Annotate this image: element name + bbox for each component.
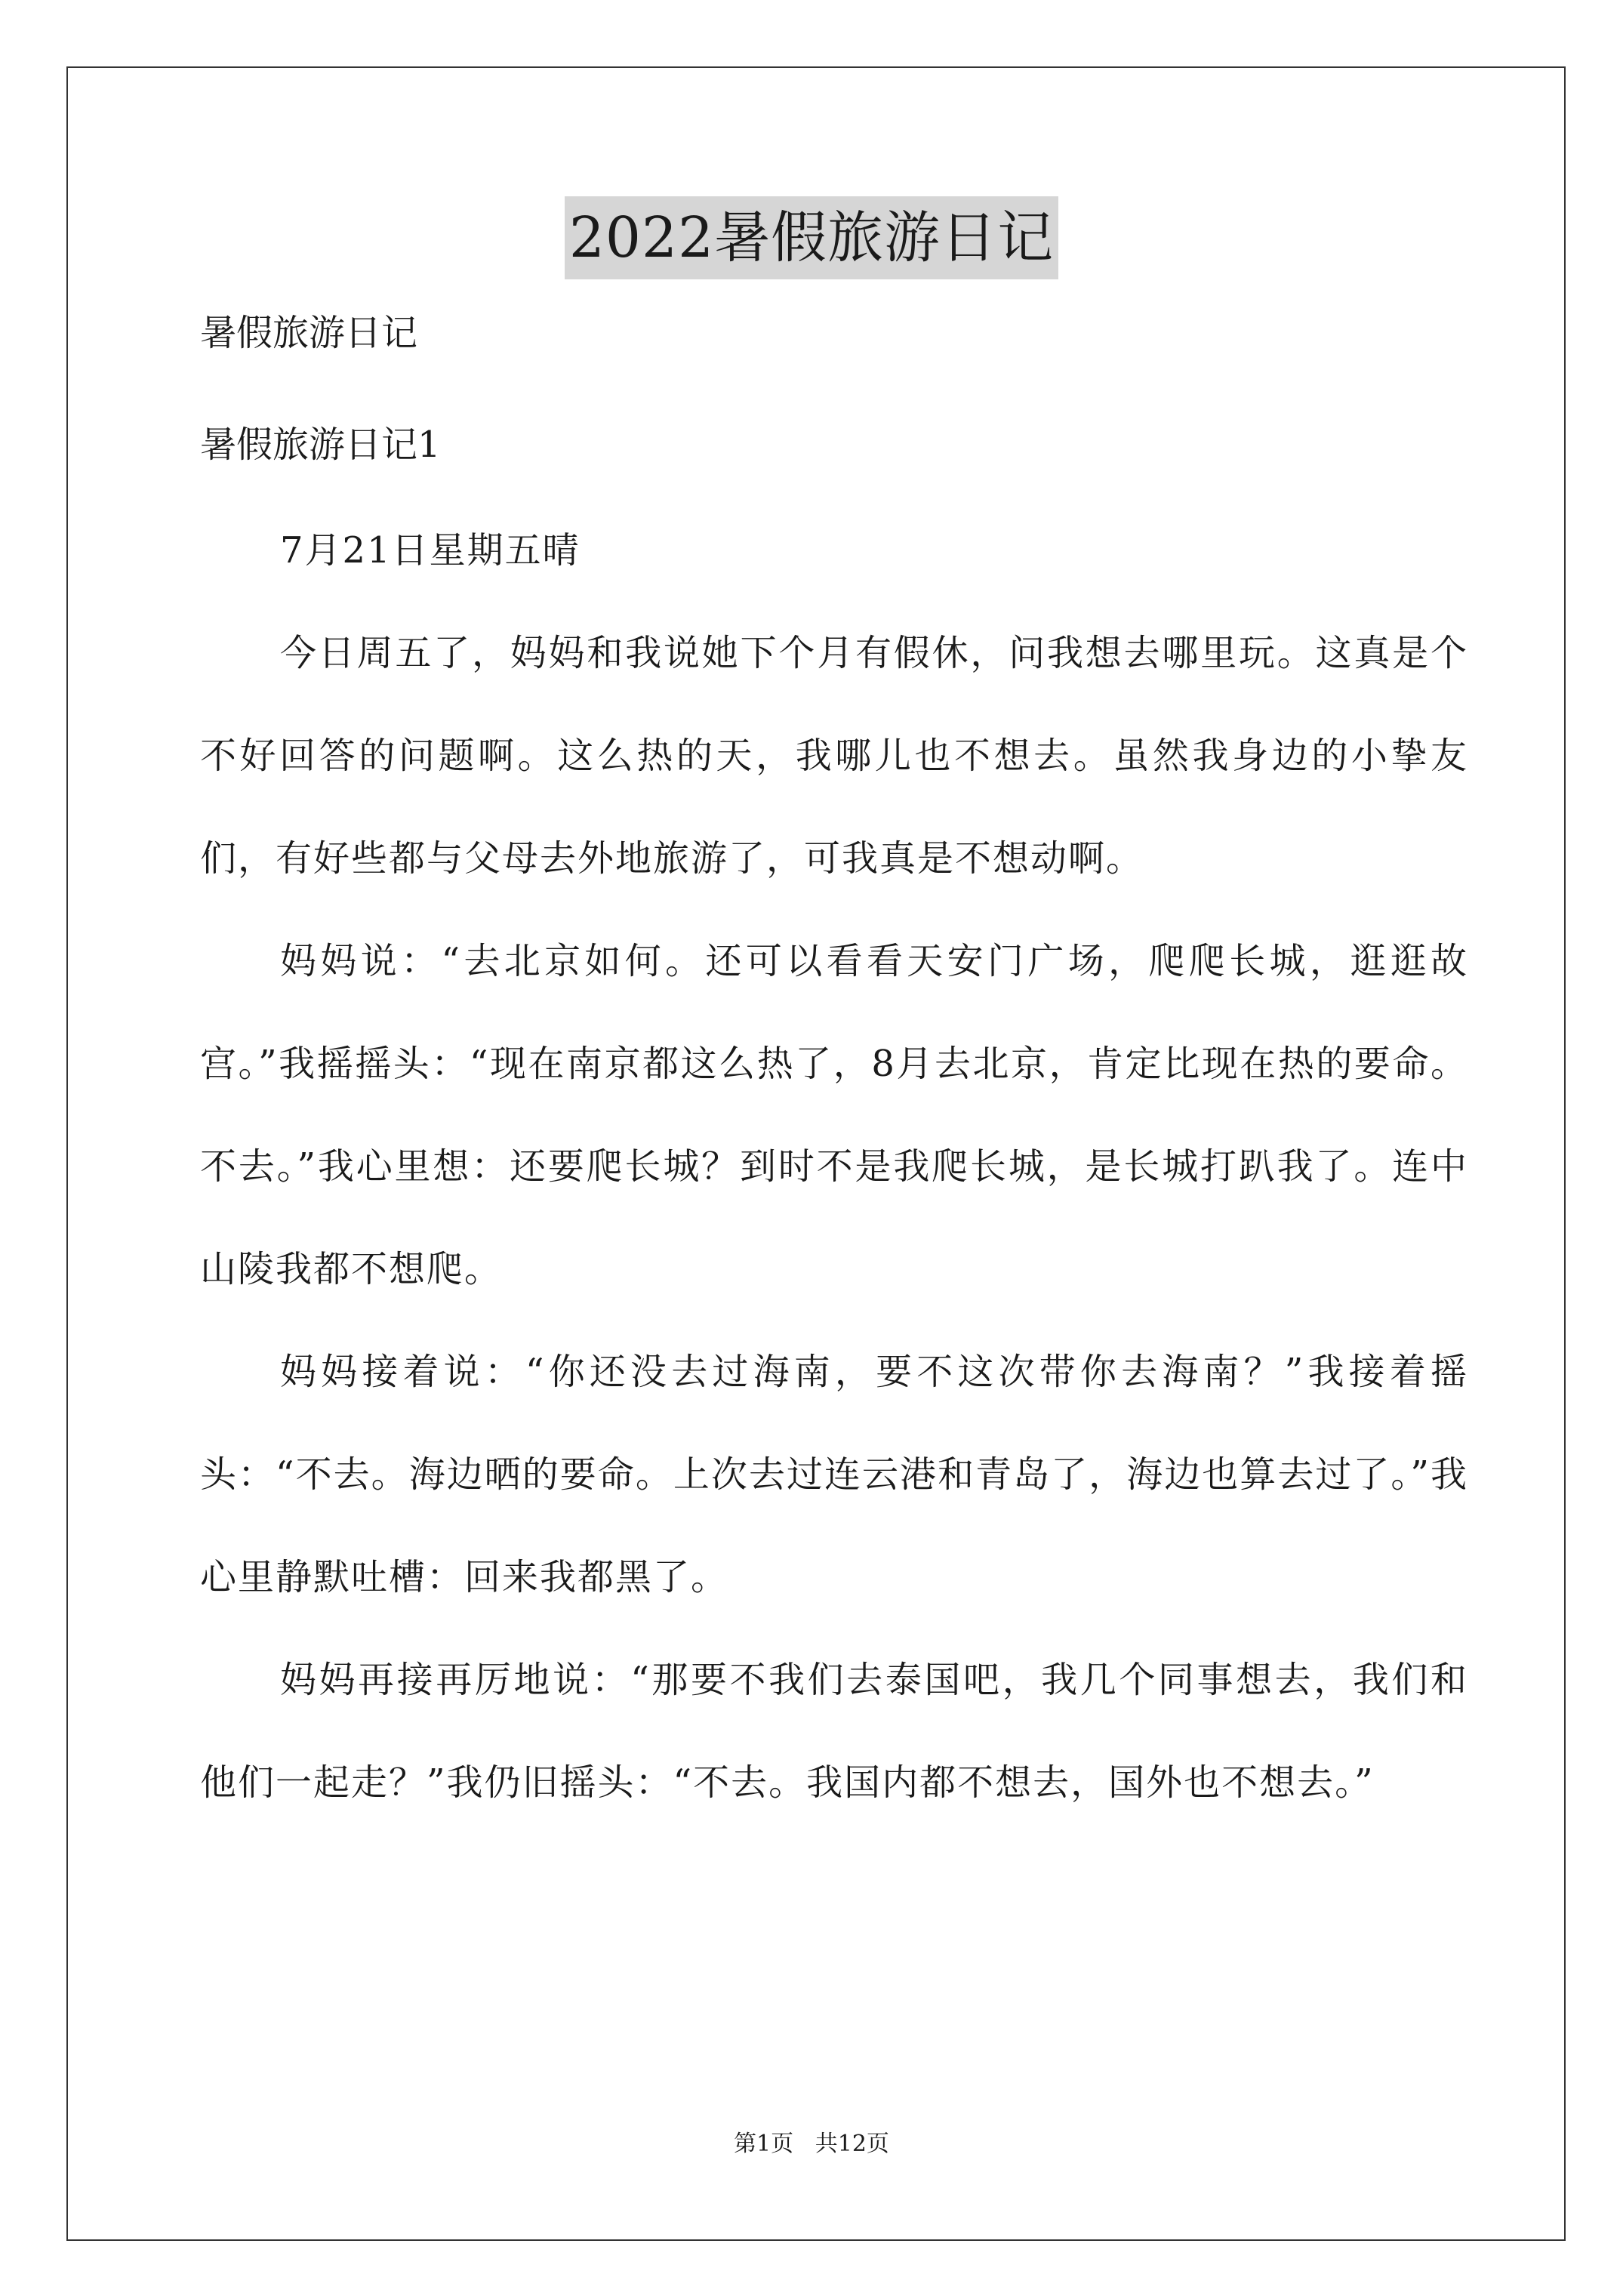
document-body (200, 306, 1468, 1834)
section-subheading: 暑假旅游日记1 (200, 424, 441, 466)
title-wrap (0, 196, 1623, 279)
paragraph-1: 今日周五了，妈妈和我说她下个月有假休，问我想去哪里玩。这真是个不好回答的问题啊。这么热的天，我哪儿也不想去。虽然我身边的小挚友们，有好些都与父母去外地旅游了，可我真是不想动啊。 (200, 632, 1468, 880)
paragraph-2: 妈妈说：“去北京如何。还可以看看天安门广场，爬爬长城，逛逛故宫。”我摇摇头：“现在南京都这么热了，8月去北京，肯定比现在热的要命。不去。”我心里想：还要爬长城？到时不是我爬长城，是长城打趴我了。连中山陵我都不想爬。 (200, 940, 1468, 1290)
page-footer: 第1页 共12页 (734, 2131, 889, 2157)
paragraph-3: 妈妈接着说：“你还没去过海南，要不这次带你去海南？”我接着摇头：“不去。海边晒的要命。上次去过连云港和青岛了，海边也算去过了。”我心里静默吐槽：回来我都黑了。 (200, 1351, 1468, 1598)
section-heading: 暑假旅游日记 (200, 312, 418, 354)
document-title: 2022暑假旅游日记 (565, 196, 1058, 279)
paragraph-4: 妈妈再接再厉地说：“那要不我们去泰国吧，我几个同事想去，我们和他们一起走？”我仍旧摇头：“不去。我国内都不想去，国外也不想去。” (200, 1659, 1468, 1804)
diary-date: 7月21日星期五晴 (280, 529, 581, 572)
